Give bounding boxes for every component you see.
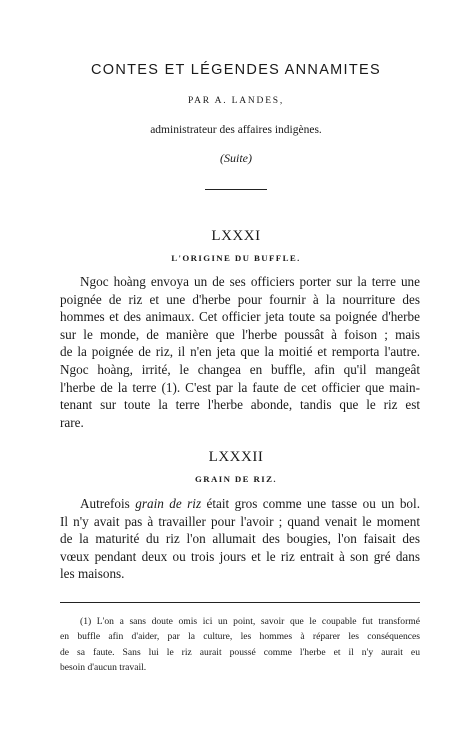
- section-body-2: [60, 495, 420, 583]
- body-text: Autrefois: [80, 496, 136, 511]
- footnote-line: (1) L'on a sans doute omis ici un point, savoir que le coupable fut transformé: [80, 616, 420, 627]
- author-line: PAR A. LANDES,: [187, 96, 285, 106]
- body-line: l'herbe de la terre (1). C'est par la faute de cet officier que main-: [60, 379, 420, 395]
- section-body-1: [60, 273, 420, 431]
- body-line: de la poignée de riz, il n'en jeta que la moitié et remporta l'autre.: [60, 344, 420, 360]
- body-line: sur le monde, de manière que l'herbe poussât à foison ; mais: [60, 326, 420, 342]
- section-title-2: GRAIN DE RIZ.: [195, 474, 277, 484]
- author-affiliation: administrateur des affaires indigènes.: [150, 124, 322, 136]
- footnote-line: de sa faute. Sans lui le riz aurait poussé comme l'herbe et il n'y aurait eu: [60, 646, 420, 658]
- body-line: hommes et des animaux. Cet officier jeta toute sa poignée d'herbe: [60, 309, 420, 325]
- body-line: vœux pendant deux ou trois jours et le riz entrait à son gré dans: [60, 548, 420, 564]
- body-line: de la maturité du riz l'on allumait des bougies, l'on faisait des: [60, 531, 420, 547]
- body-line: Ngoc hoàng envoya un de ses officiers porter sur la terre une: [80, 274, 420, 289]
- footnote-divider: [60, 602, 420, 603]
- footnote-line: besoin d'aucun travail.: [60, 662, 147, 674]
- body-text: était gros comme une tasse ou un bol.: [201, 496, 420, 511]
- continuation-note: (Suite): [220, 151, 252, 165]
- body-line: Il n'y avait pas à travailler pour l'avoir ; quand venait le moment: [60, 513, 420, 529]
- section-title-1: L'ORIGINE DU BUFFLE.: [171, 253, 301, 263]
- body-line: rare.: [60, 414, 84, 430]
- section-number-1: LXXXI: [211, 228, 261, 244]
- header-divider: [205, 189, 267, 190]
- italic-term: grain de riz: [135, 496, 202, 511]
- body-line: tenant sur toute la terre l'herbe abonde, tandis que le riz est: [60, 397, 420, 413]
- footnote: [60, 614, 420, 676]
- page-title: CONTES ET LÉGENDES ANNAMITES: [91, 62, 381, 78]
- body-line: les maisons.: [60, 566, 125, 582]
- body-line: Ngoc hoàng, irrité, le changea en buffle, afin qu'il mangeât: [60, 361, 420, 377]
- section-number-2: LXXXII: [208, 449, 264, 465]
- body-line: poignée de riz et une d'herbe pour fournir à la nourriture des: [60, 291, 420, 307]
- footnote-line: en buffle afin d'aider, par la culture, les hommes à réparer les conséquences: [60, 631, 420, 643]
- body-line: [60, 495, 420, 513]
